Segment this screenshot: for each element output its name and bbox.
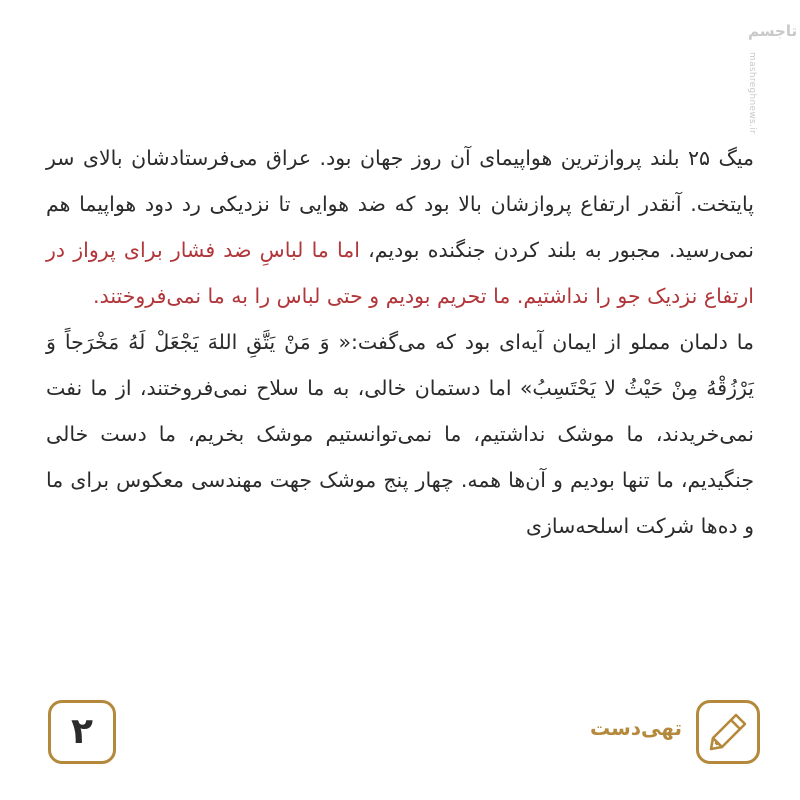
watermark-logo: تاجسم [748, 22, 798, 40]
paragraph-1-normal: میگ ۲۵ بلند پروازترین هواپیمای آن روز جهان بود. عراق می‌فرستادشان بالای سر پایتخت. آنقدر ارتفاع پروازشان بالا بود که ضد هوایی تا نزدیکی رد دود هواپیما هم نمی‌رسید. مجبور به بلند کردن جنگنده بودیم، [46, 146, 755, 262]
pencil-icon [706, 710, 750, 754]
pencil-icon-box [696, 700, 760, 764]
series-label: تهی‌دست [589, 716, 682, 740]
paragraph-2: ما دلمان مملو از ایمان آیه‌ای بود که می‌گفت:« وَ مَنْ یَتَّقِ اللهَ یَجْعَلْ لَهُ مَخْرَجاً وَ یَرْزُقْهُ مِنْ حَیْثُ لا یَحْتَسِبُ» اما دستمان خالی، به ما سلاح نمی‌فروختند، از ما نفت نمی‌خریدند، ما موشک نداشتیم، ما نمی‌توانستیم موشک بخریم، ما دست خالی جنگیدیم، ما تنها بودیم و آن‌ها همه. چهار پنج موشک جهت مهندسی معکوس برای ما و ده‌ها شرکت اسلحه‌سازی [46, 330, 754, 538]
article-text [46, 135, 754, 549]
paragraph-1 [46, 135, 754, 319]
paragraph-1-highlight: اما ما لباسِ ضد فشار برای پرواز در ارتفاع نزدیک جو را نداشتیم. ما تحریم بودیم و حتی لباس را به ما نمی‌فروختند. [46, 238, 754, 308]
watermark-url: mashreghnews.ir [747, 52, 757, 134]
watermark [747, 18, 798, 134]
page-number: ۲ [48, 700, 116, 764]
